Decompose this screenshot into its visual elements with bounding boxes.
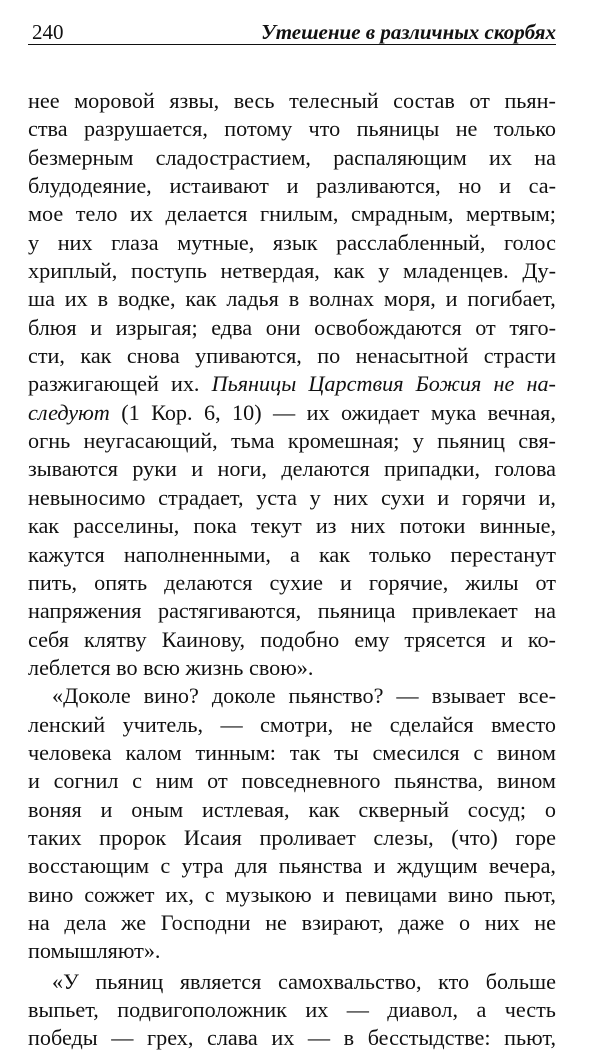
running-title: Утешение в различных скорбях (261, 20, 556, 44)
text-line: зываются руки и ноги, делаются припадки, голова (28, 456, 556, 482)
text-line: разжигающей их. Пьяницы Царствия Божия не на- (28, 371, 556, 397)
text-line: как расселины, пока текут из них потоки винные, (28, 513, 556, 539)
text-line: таких пророк Исаия проливает слезы, (что) горе (28, 824, 556, 850)
text-line: выпьет, подвигоположник их — диавол, а честь (28, 997, 556, 1022)
text-line: блудодеяние, истаивают и разливаются, но и са- (28, 173, 556, 199)
text-line: на дела же Господни не взирают, даже о них не (28, 909, 556, 935)
text-line: мое тело их делается гнилым, смрадным, мертвым; (28, 201, 556, 227)
text-line: помышляют». (28, 938, 161, 964)
text-line: леблется во всю жизнь свою». (28, 654, 314, 680)
text-line: огнь неугасающий, тьма кромешная; у пьяниц свя- (28, 428, 556, 454)
text-line: победы — грех, слава их — в бесстыдстве: пьют, (28, 1025, 556, 1051)
text-line: безмерным сладострастием, распаляющим их на (28, 144, 556, 170)
text-line: «Доколе вино? доколе пьянство? — взывает все- (52, 683, 556, 709)
text-line: ленский учитель, — смотри, не сделайся вместо (28, 711, 556, 737)
text-line: восстающим с утра для пьянства и ждущим вечера, (28, 853, 556, 879)
page-number: 240 (32, 20, 64, 44)
running-header (28, 14, 556, 45)
text-line: воняя и оным истлевая, как скверный сосуд; о (28, 796, 556, 822)
body-text (28, 87, 556, 1053)
text-line: и согнил с ним от повседневного пьянства, вином (28, 768, 556, 794)
text-line: блюя и изрыгая; едва они освобождаются от тяго- (28, 314, 556, 340)
book-page (28, 14, 556, 1051)
text-line: хриплый, поступь нетвердая, как у младенцев. Ду- (28, 258, 556, 284)
text-line: себя клятву Каинову, подобно ему трясется и ко- (28, 626, 556, 652)
text-line: ства разрушается, потому что пьяницы не только (28, 116, 556, 142)
text-line: нее моровой язвы, весь телесный состав от пьян- (28, 88, 556, 113)
text-line: ша их в водке, как ладья в волнах моря, и погибает, (28, 286, 556, 312)
text-line: у них глаза мутные, язык расслабленный, голос (28, 229, 556, 255)
text-line: вино сожжет их, с музыкою и певицами вино пьют, (28, 881, 556, 907)
text-line: сти, как снова упиваются, по ненасытной страсти (28, 343, 556, 369)
text-line: напряжения растягиваются, пьяница привлекает на (28, 598, 556, 624)
text-line: невыносимо страдает, уста у них сухи и горячи и, (28, 484, 556, 510)
text-line: человека калом тинным: так ты смесился с вином (28, 739, 556, 765)
text-line: пить, опять делаются сухие и горячие, жилы от (28, 569, 556, 595)
text-line: следуют (1 Кор. 6, 10) — их ожидает мука вечная, (28, 399, 556, 425)
text-line: кажутся наполненными, а как только перестанут (28, 541, 556, 567)
text-line: «У пьяниц является самохвальство, кто больше (52, 968, 556, 994)
